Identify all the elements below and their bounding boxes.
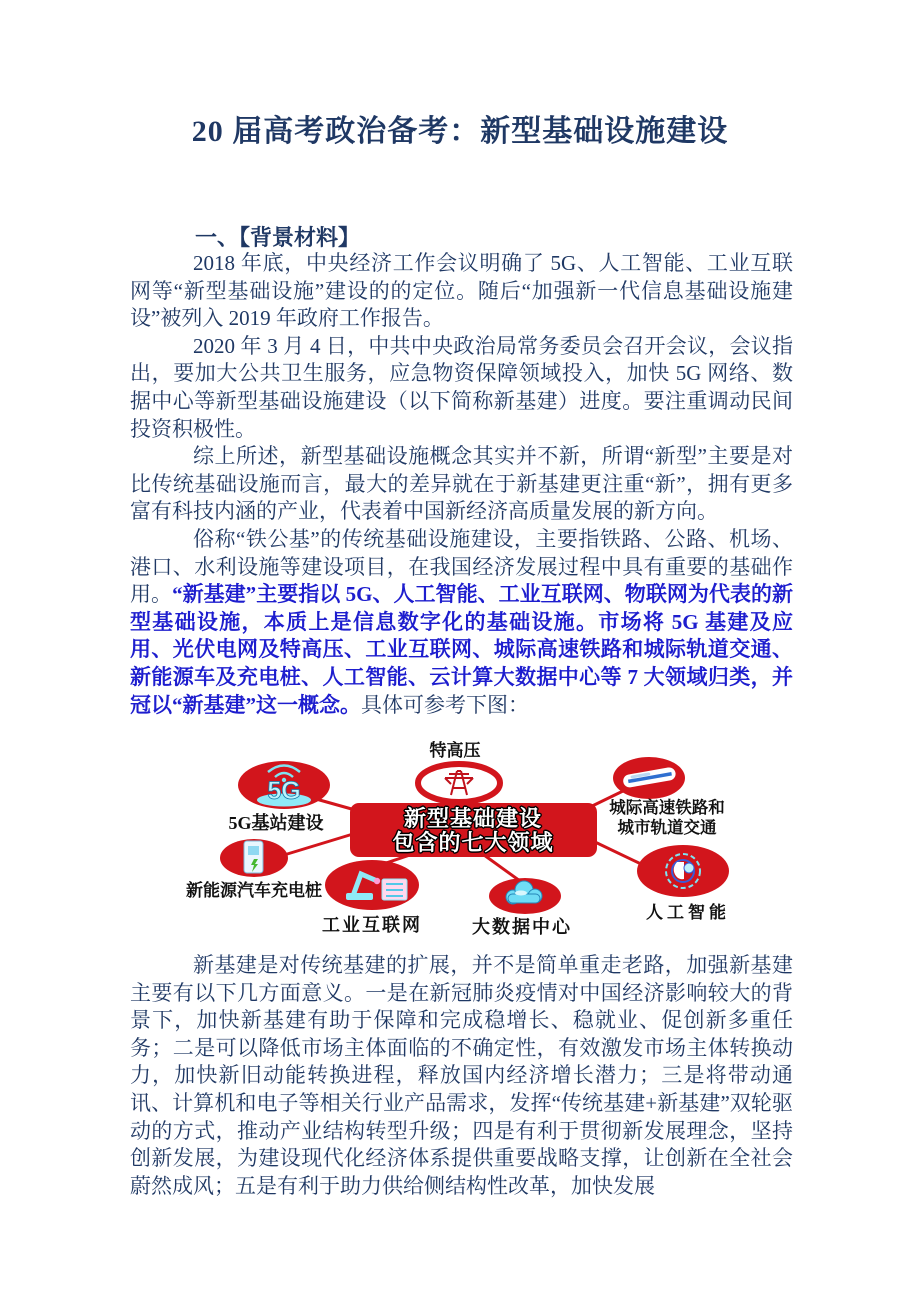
label-intercity-rail — [609, 798, 725, 837]
label-artificial-intelligence: 人工智能 — [646, 903, 730, 922]
page-title: 20 届高考政治备考：新型基础设施建设 — [191, 115, 729, 148]
charging-pile-icon — [220, 839, 288, 877]
robot-arm-icon — [325, 860, 419, 910]
center-banner-line1: 新型基础建设 — [403, 806, 543, 831]
paragraph-definition-tail: 具体可参考下图： — [361, 692, 529, 717]
bullet-train-icon — [613, 757, 685, 799]
label-intercity-rail-line2: 城市轨道交通 — [617, 817, 717, 837]
label-intercity-rail-line1: 城际高速铁路和 — [609, 798, 725, 817]
5g-signal-icon — [238, 761, 330, 809]
section-heading: 一、【背景材料】 — [195, 225, 361, 250]
label-big-data-center: 大数据中心 — [472, 917, 572, 937]
center-banner-text — [392, 807, 553, 855]
seven-domains-diagram — [168, 733, 748, 940]
label-ev-charging: 新能源汽车充电桩 — [186, 881, 322, 900]
cloud-data-icon — [489, 878, 561, 914]
paragraph-definition-lead: 俗称“铁公基”的传统基础设施建设，主要指铁路、公路、机场、港口、水利设施等建设项目，在我国经济发展过程中具有重要的基础作用。 — [130, 526, 793, 607]
significance-text-block — [130, 952, 793, 1200]
label-industrial-internet: 工业互联网 — [322, 915, 422, 935]
paragraph-2020: 2020 年 3 月 4 日，中共中央政治局常务委员会召开会议，会议指出，要加大公共卫生服务，应急物资保障领域投入，加快 5G 网络、数据中心等新型基础设施建设（以下简称新基建）进度。要注重调动民间投资积极性。 — [130, 333, 793, 441]
paragraph-2018: 2018 年底，中央经济工作会议明确了 5G、人工智能、工业互联网等“新型基础设施”建设的的定位。随后“加强新一代信息基础设施建设”被列入 2019 年政府工作报告。 — [130, 251, 793, 331]
background-text-block — [130, 250, 793, 719]
label-uhv: 特高压 — [429, 741, 481, 760]
paragraph-summary: 综上所述，新型基础设施概念其实并不新，所谓“新型”主要是对比传统基础设施而言，最大的差异就在于新基建更注重“新”，拥有更多富有科技内涵的产业，代表着中国新经济高质量发展的新方向。 — [130, 444, 793, 524]
paragraph-significance: 新基建是对传统基建的扩展，并不是简单重走老路，加强新基建主要有以下几方面意义。一是在新冠肺炎疫情对中国经济影响较大的背景下，加快新基建有助于保障和完成稳增长、稳就业、促创新多重任务；二是可以降低市场主体面临的不确定性，有效激发市场主体转换动力，加快新旧动能转换进程，释放国内经济增长潜力；三是将带动通讯、计算机和电子等相关行业产品需求，发挥“传统基建+新基建”双轮驱动的方式，推动产业结构转型升级；四是有利于贯彻新发展理念，坚持创新发展，为建设现代化经济体系提供重要战略支撑，让创新在全社会蔚然成风；五是有利于助力供给侧结构性改革，加快发展 — [130, 953, 793, 1198]
power-tower-icon — [418, 764, 500, 802]
svg-text:5G: 5G — [267, 777, 301, 805]
label-5g-base-station: 5G基站建设 — [228, 813, 324, 833]
ai-head-icon — [637, 845, 729, 897]
center-banner-line2: 包含的七大领域 — [392, 830, 554, 855]
paragraph-definition-highlight: “新基建”主要指以 5G、人工智能、工业互联网、物联网为代表的新型基础设施，本质上是信息数字化的基础设施。市场将 5G 基建及应用、光伏电网及特高压、工业互联网、城际高速铁路和城际轨道交通、新能源车及充电桩、人工智能、云计算大数据中心等 7 大领域归类，并冠以“新基建”这一概念。 — [130, 582, 793, 717]
paragraph-definition — [130, 526, 793, 719]
